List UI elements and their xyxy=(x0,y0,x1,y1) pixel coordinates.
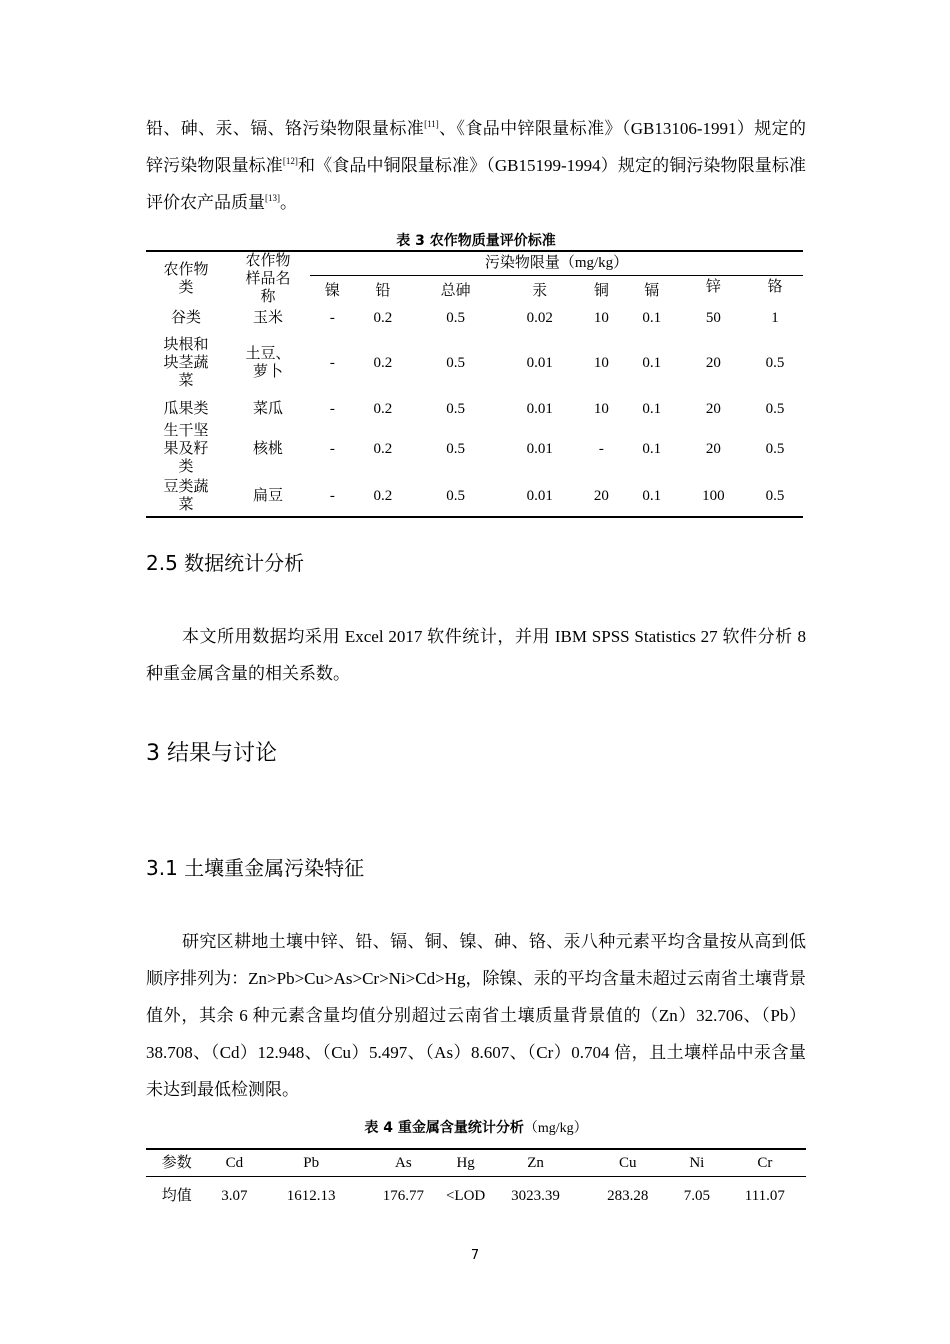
limit-value: 0.2 xyxy=(373,401,393,417)
limit-value: 0.2 xyxy=(373,355,393,371)
citation: [12] xyxy=(282,156,298,166)
limit-value: 0.2 xyxy=(373,441,393,457)
section-3-heading: 3 结果与讨论 xyxy=(146,741,277,766)
limit-value: 0.5 xyxy=(446,488,466,504)
column-header: 参数 xyxy=(161,1154,192,1171)
column-header: 铜 xyxy=(593,282,609,299)
table3-caption: 表 3 农作物质量评价标准 xyxy=(396,233,556,249)
crop-type: 瓜果类 xyxy=(163,401,209,417)
stat-value: 7.05 xyxy=(683,1188,710,1205)
limit-value: 0.1 xyxy=(642,488,662,504)
caption-unit: （mg/kg） xyxy=(523,1121,588,1136)
crop-type: 生干坚果及籽类 xyxy=(163,423,209,475)
table-row xyxy=(146,476,803,517)
column-header: 镉 xyxy=(644,282,660,299)
limit-value: 0.1 xyxy=(642,355,662,371)
citation: [11] xyxy=(424,119,439,129)
section-2-5-text: 本文所用数据均采用 Excel 2017 软件统计，并用 IBM SPSS Statistics 27 软件分析 8 种重金属含量的相关系数。 xyxy=(146,627,806,683)
limit-value: 0.5 xyxy=(765,441,785,457)
stat-value: 3023.39 xyxy=(511,1188,560,1205)
stat-value: 283.28 xyxy=(607,1188,649,1205)
column-header: Zn xyxy=(527,1154,544,1171)
limit-value: 0.2 xyxy=(373,310,393,326)
stat-value: <LOD xyxy=(445,1188,486,1205)
limit-value: 0.5 xyxy=(446,310,466,326)
limit-value: 50 xyxy=(705,310,721,326)
header-crop-type: 农作物类 xyxy=(163,262,209,296)
caption-text: 表 4 重金属含量统计分析 xyxy=(364,1120,524,1136)
column-header: Cd xyxy=(225,1154,244,1171)
limit-value: 0.5 xyxy=(446,401,466,417)
table-heavy-metal-stats xyxy=(146,1148,806,1216)
header-limit: 污染物限量（mg/kg） xyxy=(310,251,803,275)
limit-value: 0.5 xyxy=(446,355,466,371)
column-header: Hg xyxy=(456,1154,475,1171)
table4-caption xyxy=(146,1117,806,1137)
column-header: Ni xyxy=(689,1154,705,1171)
limit-value: 0.01 xyxy=(526,488,553,504)
paragraph-standards xyxy=(146,110,806,221)
limit-value: 0.02 xyxy=(526,310,553,326)
stat-value: 1612.13 xyxy=(286,1188,336,1205)
limit-value: 0.1 xyxy=(642,310,662,326)
limit-value: 100 xyxy=(702,488,725,504)
table-row xyxy=(146,330,803,396)
section-3-1-text: 研究区耕地土壤中锌、铅、镉、铜、镍、砷、铬、汞八种元素平均含量按从高到低顺序排列为：Zn>Pb>Cu>As>Cr>Ni>Cd>Hg，除镍、汞的平均含量未超过云南省土壤背景值外，其余 6 种元素含量均值分别超过云南省土壤质量背景值的（Zn）32.706、（Pb）38.708、（Cd）12.948、（Cu）5.497、（As）8.607、（Cr）0.704 倍，且土壤样品中汞含量未达到最低检测限。 xyxy=(146,932,806,1099)
table-row xyxy=(146,422,803,476)
crop-type: 谷类 xyxy=(170,310,201,326)
limit-value: - xyxy=(329,355,335,371)
stat-value: 176.77 xyxy=(382,1188,424,1205)
limit-value: - xyxy=(598,441,604,457)
limit-value: 0.5 xyxy=(765,488,785,504)
section-2-5-heading: 2.5 数据统计分析 xyxy=(146,551,305,575)
limit-value: 0.1 xyxy=(642,401,662,417)
limit-value: 1 xyxy=(771,310,779,326)
crop-name: 土豆、萝卜 xyxy=(245,346,291,380)
limit-value: 20 xyxy=(593,488,609,504)
crop-name: 核桃 xyxy=(252,441,283,457)
column-header: 汞 xyxy=(532,282,548,299)
limit-value: 0.5 xyxy=(446,441,466,457)
table-row xyxy=(146,306,803,330)
text: 和《食品中铜限量标准》（GB15199-1994）规定的铜污染物限量标准评价农产品质量 xyxy=(146,156,806,212)
limit-value: 20 xyxy=(705,441,721,457)
limit-value: 20 xyxy=(705,401,721,417)
crop-name: 玉米 xyxy=(252,310,283,326)
crop-name: 扁豆 xyxy=(252,488,283,504)
column-header: 总砷 xyxy=(440,282,471,299)
crop-type: 块根和块茎蔬菜 xyxy=(163,337,209,389)
page-number: 7 xyxy=(470,1248,480,1263)
limit-value: - xyxy=(329,488,335,504)
limit-value: 0.5 xyxy=(765,355,785,371)
limit-value: 0.01 xyxy=(526,401,553,417)
stat-value: 3.07 xyxy=(221,1188,248,1205)
section-3-1-heading: 3.1 土壤重金属污染特征 xyxy=(146,856,365,880)
limit-value: 20 xyxy=(705,355,721,371)
column-header: Pb xyxy=(303,1154,320,1171)
table-row xyxy=(146,396,803,422)
column-header: Cr xyxy=(757,1154,773,1171)
stat-value: 均值 xyxy=(161,1188,192,1205)
limit-value: - xyxy=(329,401,335,417)
limit-value: 0.1 xyxy=(642,441,662,457)
limit-value: 0.5 xyxy=(765,401,785,417)
limit-value: - xyxy=(329,441,335,457)
limit-value: - xyxy=(329,310,335,326)
citation: [13] xyxy=(265,193,280,203)
column-header: 镍 xyxy=(324,282,340,299)
limit-value: 10 xyxy=(593,310,609,326)
crop-name: 菜瓜 xyxy=(252,401,283,417)
table-crop-standards xyxy=(146,250,803,518)
column-header: Cu xyxy=(618,1154,637,1171)
text: 、《食品中锌限量标准》（GB13106-1991）规定的锌污染物限量标准 xyxy=(146,119,807,175)
stat-value: 111.07 xyxy=(744,1188,785,1205)
limit-value: 10 xyxy=(593,355,609,371)
column-header: As xyxy=(395,1154,412,1171)
limit-value: 0.2 xyxy=(373,488,393,504)
text: 铅、砷、汞、镉、铬污染物限量标准 xyxy=(146,119,425,138)
column-header: 铬 xyxy=(767,278,783,295)
limit-value: 0.01 xyxy=(526,441,553,457)
text: 。 xyxy=(280,193,297,212)
column-header: 锌 xyxy=(705,278,721,295)
header-crop-name: 农作物样品名称 xyxy=(245,253,291,305)
column-header: 铅 xyxy=(375,282,391,299)
limit-value: 0.01 xyxy=(526,355,553,371)
limit-value: 10 xyxy=(593,401,609,417)
crop-type: 豆类蔬菜 xyxy=(163,479,209,513)
